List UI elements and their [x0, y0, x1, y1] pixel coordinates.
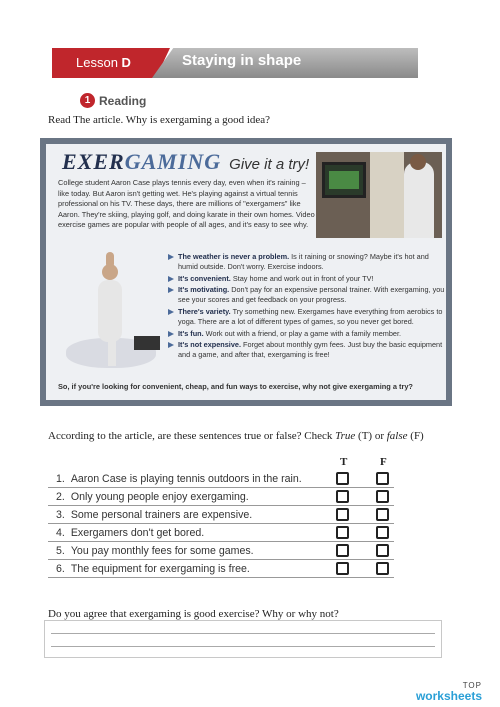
bullet-item: The weather is never a problem. Is it raining or snowing? Maybe it's hot and humid outside. Don't worry. Exercise indoors.: [168, 252, 448, 273]
true-checkbox[interactable]: [336, 508, 349, 521]
question-2: According to the article, are these sentences true or false? Check True (T) or false (F): [48, 430, 424, 442]
section-heading: [80, 93, 146, 108]
photo-tennis-player: [316, 152, 442, 238]
answer-textbox[interactable]: [44, 620, 442, 658]
section-label: Reading: [99, 93, 147, 108]
true-checkbox[interactable]: [336, 544, 349, 557]
lesson-banner: [52, 48, 418, 78]
lesson-label: Lesson D: [76, 55, 131, 70]
article-intro: College student Aaron Case plays tennis every day, even when it's raining – like today. But Aaron isn't getting wet. He's playing against a virtual tennis professional on his TV. These days, there are millions of "exergamers" like Aaron. They're skiing, playing golf, and doing karate in their own homes. Video exercise games are popular with people of all ages, and it's easy to see why.: [58, 178, 315, 230]
table-row: 3. Some personal trainers are expensive.: [48, 506, 394, 524]
article-card: [40, 138, 452, 406]
table-row: 5. You pay monthly fees for some games.: [48, 542, 394, 560]
question-1: Read The article. Why is exergaming a good idea?: [48, 114, 271, 126]
column-header-true: T: [340, 456, 348, 468]
brand-logo: TOP worksheets: [415, 681, 482, 703]
false-checkbox[interactable]: [376, 490, 389, 503]
false-checkbox[interactable]: [376, 526, 389, 539]
tv-icon: [322, 162, 366, 198]
statement-text: The equipment for exergaming is free.: [70, 563, 250, 575]
statement-text: Only young people enjoy exergaming.: [70, 491, 249, 503]
photo-yoga-woman: [66, 252, 156, 374]
false-checkbox[interactable]: [376, 562, 389, 575]
table-row: 4. Exergamers don't get bored.: [48, 524, 394, 542]
statement-text: You pay monthly fees for some games.: [70, 545, 254, 557]
true-checkbox[interactable]: [336, 526, 349, 539]
statement-text: Exergamers don't get bored.: [70, 527, 205, 539]
statement-text: Aaron Case is playing tennis outdoors in the rain.: [70, 473, 302, 485]
article-title: EXERGAMING: [62, 149, 222, 174]
true-false-table: [48, 470, 394, 578]
table-row: 6. The equipment for exergaming is free.: [48, 560, 394, 578]
false-checkbox[interactable]: [376, 472, 389, 485]
false-checkbox[interactable]: [376, 508, 389, 521]
section-number: 1: [80, 93, 95, 108]
bullet-item: It's motivating. Don't pay for an expensive personal trainer. With exergaming, you see your scores and get feedback on your progress.: [168, 285, 448, 306]
lesson-title: Staying in shape: [182, 52, 302, 69]
article-bullets: [168, 252, 448, 362]
article-header: [62, 149, 309, 175]
true-checkbox[interactable]: [336, 562, 349, 575]
question-3: Do you agree that exergaming is good exercise? Why or why not?: [48, 608, 339, 620]
true-checkbox[interactable]: [336, 490, 349, 503]
statement-text: Some personal trainers are expensive.: [70, 509, 253, 521]
table-row: 1. Aaron Case is playing tennis outdoors in the rain.: [48, 470, 394, 488]
true-checkbox[interactable]: [336, 472, 349, 485]
table-row: 2. Only young people enjoy exergaming.: [48, 488, 394, 506]
column-header-false: F: [380, 456, 387, 468]
bullet-item: It's not expensive. Forget about monthly gym fees. Just buy the basic equipment and a game, and after that, exergaming is free!: [168, 340, 448, 361]
false-checkbox[interactable]: [376, 544, 389, 557]
bullet-item: There's variety. Try something new. Exergames have everything from aerobics to yoga. There are a lot of different types of games, so you never get bored.: [168, 307, 448, 328]
bullet-item: It's fun. Work out with a friend, or play a game with a family member.: [168, 329, 448, 339]
article-subtitle: Give it a try!: [229, 156, 310, 173]
article-closing: So, if you're looking for convenient, cheap, and fun ways to exercise, why not give exergaming a try?: [58, 382, 413, 391]
bullet-item: It's convenient. Stay home and work out in front of your TV!: [168, 274, 448, 284]
